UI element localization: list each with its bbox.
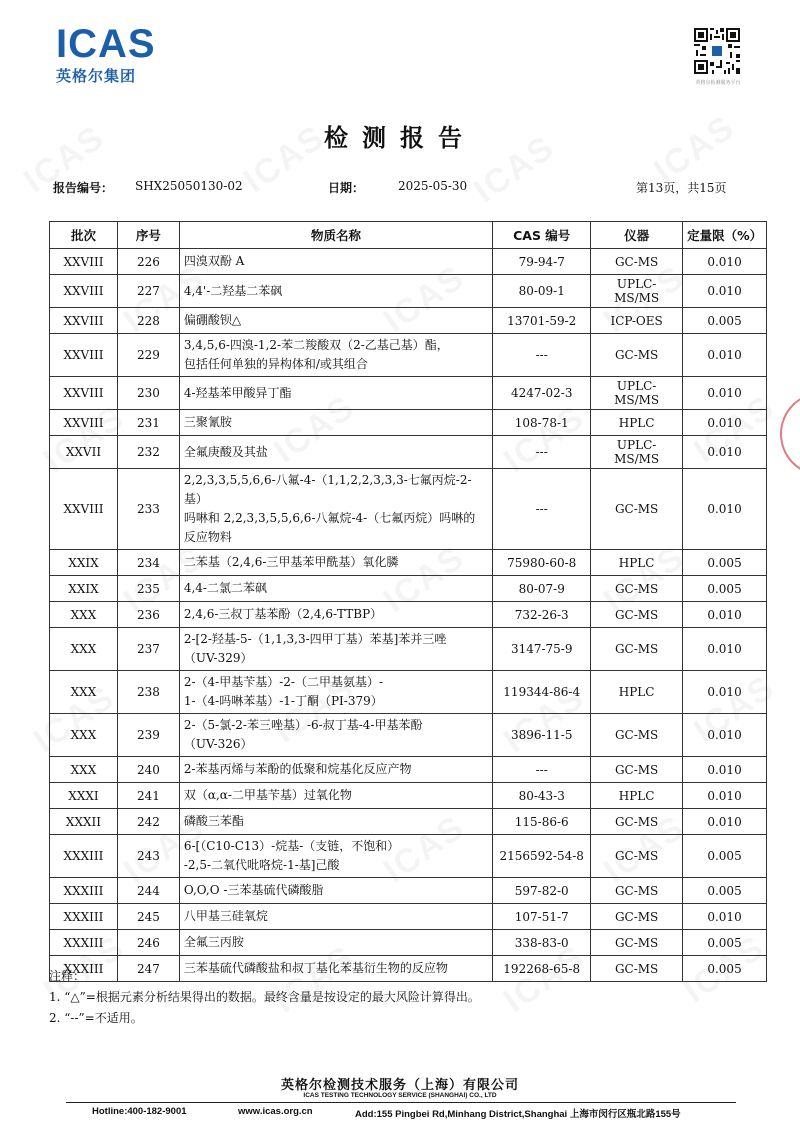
instrument-cell: GC-MS bbox=[591, 628, 683, 671]
no-cell: 245 bbox=[117, 904, 179, 930]
instrument-cell: HPLC bbox=[591, 410, 683, 436]
loq-cell: 0.005 bbox=[683, 956, 767, 982]
substance-cell: 三聚氰胺 bbox=[179, 410, 492, 436]
table-row bbox=[50, 809, 767, 835]
batch-cell: XXVIII bbox=[50, 410, 118, 436]
report-no: SHX25050130-02 bbox=[135, 179, 243, 193]
no-cell: 234 bbox=[117, 550, 179, 576]
cas-cell: 80-09-1 bbox=[493, 275, 591, 308]
no-cell: 242 bbox=[117, 809, 179, 835]
cas-cell: 13701-59-2 bbox=[493, 308, 591, 334]
cas-cell: --- bbox=[493, 469, 591, 550]
batch-cell: XXX bbox=[50, 602, 118, 628]
note-item: 1. “△”=根据元素分析结果得出的数据。最终含量是按设定的最大风险计算得出。 bbox=[49, 990, 480, 1004]
table-row bbox=[50, 835, 767, 878]
footer-website[interactable]: www.icas.org.cn bbox=[238, 1106, 313, 1117]
instrument-cell: GC-MS bbox=[591, 714, 683, 757]
table-row bbox=[50, 576, 767, 602]
notes-title: 注释： bbox=[49, 969, 86, 983]
loq-cell: 0.010 bbox=[683, 249, 767, 275]
instrument-cell: GC-MS bbox=[591, 878, 683, 904]
cas-cell: 732-26-3 bbox=[493, 602, 591, 628]
loq-cell: 0.010 bbox=[683, 436, 767, 469]
substance-cell: 4,4'-二羟基二苯砜 bbox=[179, 275, 492, 308]
table-row bbox=[50, 602, 767, 628]
instrument-cell: UPLC-MS/MS bbox=[591, 275, 683, 308]
loq-cell: 0.010 bbox=[683, 602, 767, 628]
logo-text: ICAS bbox=[56, 22, 156, 66]
instrument-cell: HPLC bbox=[591, 671, 683, 714]
no-cell: 227 bbox=[117, 275, 179, 308]
loq-cell: 0.010 bbox=[683, 377, 767, 410]
logo-subtext: 英格尔集团 bbox=[56, 67, 137, 85]
table-row bbox=[50, 878, 767, 904]
substance-cell: 6-[（C10-C13）-烷基-（支链，不饱和） -2,5-二氧代吡咯烷-1-基]己酸 bbox=[179, 835, 492, 878]
substance-cell: 偏硼酸钡△ bbox=[179, 308, 492, 334]
instrument-cell: GC-MS bbox=[591, 757, 683, 783]
no-cell: 236 bbox=[117, 602, 179, 628]
no-cell: 238 bbox=[117, 671, 179, 714]
header-batch: 批次 bbox=[50, 222, 118, 249]
table-row bbox=[50, 469, 767, 550]
instrument-cell: GC-MS bbox=[591, 576, 683, 602]
substance-table bbox=[49, 221, 767, 982]
table-row bbox=[50, 436, 767, 469]
instrument-cell: GC-MS bbox=[591, 809, 683, 835]
no-cell: 235 bbox=[117, 576, 179, 602]
table-row bbox=[50, 671, 767, 714]
batch-cell: XXX bbox=[50, 671, 118, 714]
cas-cell: 119344-86-4 bbox=[493, 671, 591, 714]
company-logo bbox=[56, 24, 166, 86]
cas-cell: 3896-11-5 bbox=[493, 714, 591, 757]
qr-caption: 英格尔检测服务平台 bbox=[695, 80, 741, 86]
instrument-cell: GC-MS bbox=[591, 930, 683, 956]
loq-cell: 0.005 bbox=[683, 550, 767, 576]
report-no-label: 报告编号： bbox=[53, 181, 114, 195]
cas-cell: 80-43-3 bbox=[493, 783, 591, 809]
batch-cell: XXXIII bbox=[50, 956, 118, 982]
batch-cell: XXVII bbox=[50, 436, 118, 469]
notes-section bbox=[49, 966, 480, 1029]
loq-cell: 0.010 bbox=[683, 809, 767, 835]
cas-cell: 80-07-9 bbox=[493, 576, 591, 602]
loq-cell: 0.010 bbox=[683, 469, 767, 550]
batch-cell: XXX bbox=[50, 757, 118, 783]
batch-cell: XXX bbox=[50, 714, 118, 757]
batch-cell: XXXIII bbox=[50, 904, 118, 930]
no-cell: 231 bbox=[117, 410, 179, 436]
substance-cell: O,O,O -三苯基硫代磷酸脂 bbox=[179, 878, 492, 904]
substance-cell: 2-苯基丙烯与苯酚的低聚和烷基化反应产物 bbox=[179, 757, 492, 783]
batch-cell: XXX bbox=[50, 628, 118, 671]
no-cell: 243 bbox=[117, 835, 179, 878]
table-row bbox=[50, 334, 767, 377]
note-item: 2. “--”=不适用。 bbox=[49, 1011, 143, 1025]
loq-cell: 0.010 bbox=[683, 714, 767, 757]
batch-cell: XXVIII bbox=[50, 249, 118, 275]
table-header-row bbox=[50, 222, 767, 249]
no-cell: 229 bbox=[117, 334, 179, 377]
table-row bbox=[50, 249, 767, 275]
header-cas: CAS 编号 bbox=[493, 222, 591, 249]
batch-cell: XXVIII bbox=[50, 275, 118, 308]
substance-cell: 4-羟基苯甲酸异丁酯 bbox=[179, 377, 492, 410]
cas-cell: 597-82-0 bbox=[493, 878, 591, 904]
substance-cell: 四溴双酚 A bbox=[179, 249, 492, 275]
footer-divider bbox=[66, 1102, 736, 1103]
loq-cell: 0.010 bbox=[683, 410, 767, 436]
substance-cell: 八甲基三硅氧烷 bbox=[179, 904, 492, 930]
no-cell: 228 bbox=[117, 308, 179, 334]
substance-cell: 全氟三丙胺 bbox=[179, 930, 492, 956]
batch-cell: XXVIII bbox=[50, 377, 118, 410]
table-row bbox=[50, 757, 767, 783]
cas-cell: --- bbox=[493, 334, 591, 377]
batch-cell: XXXIII bbox=[50, 878, 118, 904]
no-cell: 244 bbox=[117, 878, 179, 904]
no-cell: 226 bbox=[117, 249, 179, 275]
batch-cell: XXIX bbox=[50, 550, 118, 576]
loq-cell: 0.010 bbox=[683, 628, 767, 671]
cas-cell: 192268-65-8 bbox=[493, 956, 591, 982]
table-row bbox=[50, 783, 767, 809]
footer-hotline: Hotline:400-182-9001 bbox=[92, 1106, 187, 1117]
instrument-cell: ICP-OES bbox=[591, 308, 683, 334]
batch-cell: XXVIII bbox=[50, 334, 118, 377]
instrument-cell: UPLC-MS/MS bbox=[591, 377, 683, 410]
substance-cell: 4,4-二氯二苯砜 bbox=[179, 576, 492, 602]
substance-cell: 3,4,5,6-四溴-1,2-苯二羧酸双（2-乙基己基）酯， 包括任何单独的异构体和/或其组合 bbox=[179, 334, 492, 377]
loq-cell: 0.010 bbox=[683, 783, 767, 809]
table-row bbox=[50, 308, 767, 334]
substance-cell: 二苯基（2,4,6-三甲基苯甲酰基）氧化膦 bbox=[179, 550, 492, 576]
substance-cell: 2,2,3,3,5,5,6,6-八氟-4-（1,1,2,2,3,3,3-七氟丙烷-2-基） 吗啉和 2,2,3,3,5,5,6,6-八氟烷-4-（七氟丙烷）吗啉的 反应物料 bbox=[179, 469, 492, 550]
instrument-cell: HPLC bbox=[591, 783, 683, 809]
loq-cell: 0.005 bbox=[683, 576, 767, 602]
table-row bbox=[50, 550, 767, 576]
table-row bbox=[50, 275, 767, 308]
cas-cell: 4247-02-3 bbox=[493, 377, 591, 410]
header-substance: 物质名称 bbox=[179, 222, 492, 249]
footer-company-en: ICAS TESTING TECHNOLOGY SERVICE (SHANGHAI) CO., LTD bbox=[303, 1092, 497, 1099]
instrument-cell: UPLC-MS/MS bbox=[591, 436, 683, 469]
batch-cell: XXIX bbox=[50, 576, 118, 602]
substance-cell: 2-（4-甲基苄基）-2-（二甲基氨基）- 1-（4-吗啉苯基）-1-丁酮（PI-379） bbox=[179, 671, 492, 714]
loq-cell: 0.005 bbox=[683, 878, 767, 904]
no-cell: 233 bbox=[117, 469, 179, 550]
batch-cell: XXXIII bbox=[50, 835, 118, 878]
cas-cell: 79-94-7 bbox=[493, 249, 591, 275]
report-date: 2025-05-30 bbox=[398, 179, 468, 193]
no-cell: 247 bbox=[117, 956, 179, 982]
header-loq: 定量限（%） bbox=[683, 222, 767, 249]
substance-cell: 三苯基硫代磷酸盐和叔丁基化苯基衍生物的反应物 bbox=[179, 956, 492, 982]
batch-cell: XXXIII bbox=[50, 930, 118, 956]
batch-cell: XXXII bbox=[50, 809, 118, 835]
no-cell: 246 bbox=[117, 930, 179, 956]
table-row bbox=[50, 377, 767, 410]
cas-cell: 108-78-1 bbox=[493, 410, 591, 436]
substance-cell: 磷酸三苯酯 bbox=[179, 809, 492, 835]
substance-cell: 2-（5-氯-2-苯三唑基）-6-叔丁基-4-甲基苯酚 （UV-326） bbox=[179, 714, 492, 757]
substance-cell: 全氟庚酸及其盐 bbox=[179, 436, 492, 469]
no-cell: 241 bbox=[117, 783, 179, 809]
no-cell: 230 bbox=[117, 377, 179, 410]
instrument-cell: GC-MS bbox=[591, 956, 683, 982]
instrument-cell: GC-MS bbox=[591, 469, 683, 550]
cas-cell: 75980-60-8 bbox=[493, 550, 591, 576]
footer-company-cn: 英格尔检测技术服务（上海）有限公司 bbox=[280, 1078, 519, 1093]
page-title: 检测报告 bbox=[324, 124, 476, 152]
loq-cell: 0.005 bbox=[683, 835, 767, 878]
table-row bbox=[50, 714, 767, 757]
table-row bbox=[50, 904, 767, 930]
batch-cell: XXXI bbox=[50, 783, 118, 809]
date-label: 日期： bbox=[328, 181, 365, 195]
cas-cell: 2156592-54-8 bbox=[493, 835, 591, 878]
table-row bbox=[50, 628, 767, 671]
substance-cell: 2,4,6-三叔丁基苯酚（2,4,6-TTBP） bbox=[179, 602, 492, 628]
loq-cell: 0.010 bbox=[683, 904, 767, 930]
cas-cell: 115-86-6 bbox=[493, 809, 591, 835]
loq-cell: 0.010 bbox=[683, 334, 767, 377]
loq-cell: 0.010 bbox=[683, 757, 767, 783]
instrument-cell: HPLC bbox=[591, 550, 683, 576]
header-no: 序号 bbox=[117, 222, 179, 249]
no-cell: 237 bbox=[117, 628, 179, 671]
cas-cell: 107-51-7 bbox=[493, 904, 591, 930]
loq-cell: 0.010 bbox=[683, 671, 767, 714]
loq-cell: 0.005 bbox=[683, 930, 767, 956]
substance-cell: 2-[2-羟基-5-（1,1,3,3-四甲丁基）苯基]苯并三唑 （UV-329） bbox=[179, 628, 492, 671]
instrument-cell: GC-MS bbox=[591, 904, 683, 930]
page-number: 第13页，共15页 bbox=[636, 181, 727, 195]
qr-code-icon bbox=[694, 28, 740, 74]
cas-cell: 3147-75-9 bbox=[493, 628, 591, 671]
cas-cell: --- bbox=[493, 436, 591, 469]
footer-address: Add:155 Pingbei Rd,Minhang District,Shanghai 上海市闵行区瓶北路155号 bbox=[355, 1109, 681, 1120]
cas-cell: 338-83-0 bbox=[493, 930, 591, 956]
no-cell: 240 bbox=[117, 757, 179, 783]
batch-cell: XXVIII bbox=[50, 308, 118, 334]
instrument-cell: GC-MS bbox=[591, 602, 683, 628]
no-cell: 239 bbox=[117, 714, 179, 757]
header-instrument: 仪器 bbox=[591, 222, 683, 249]
seal-stamp bbox=[780, 392, 800, 476]
loq-cell: 0.005 bbox=[683, 308, 767, 334]
instrument-cell: GC-MS bbox=[591, 334, 683, 377]
instrument-cell: GC-MS bbox=[591, 835, 683, 878]
table-row bbox=[50, 930, 767, 956]
loq-cell: 0.010 bbox=[683, 275, 767, 308]
cas-cell: --- bbox=[493, 757, 591, 783]
substance-cell: 双（α,α-二甲基苄基）过氧化物 bbox=[179, 783, 492, 809]
instrument-cell: GC-MS bbox=[591, 249, 683, 275]
table-row bbox=[50, 410, 767, 436]
batch-cell: XXVIII bbox=[50, 469, 118, 550]
no-cell: 232 bbox=[117, 436, 179, 469]
